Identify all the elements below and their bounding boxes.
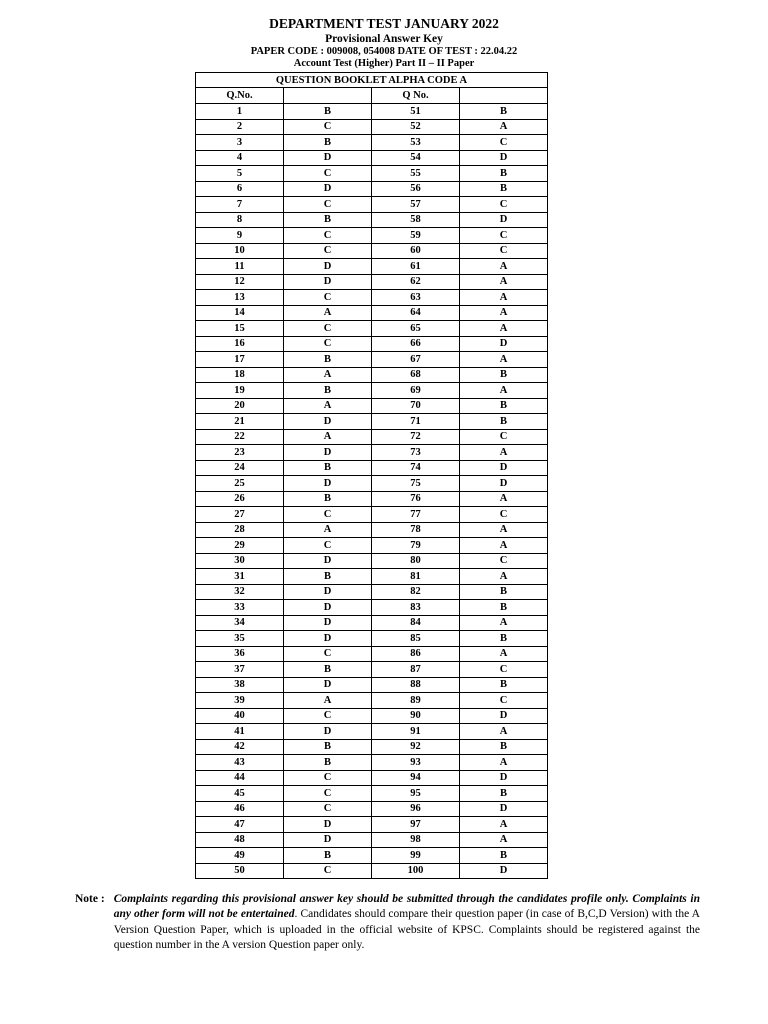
answer-left-cell: B: [284, 569, 372, 585]
qno-left-cell: 27: [196, 507, 284, 523]
paper-code-and-date: PAPER CODE : 009008, 054008 DATE OF TEST : 22.04.22: [250, 46, 518, 57]
answer-right-cell: C: [460, 662, 548, 678]
table-row: [196, 801, 548, 817]
qno-right-cell: 73: [372, 445, 460, 461]
qno-left-cell: 12: [196, 274, 284, 290]
qno-left-cell: 46: [196, 801, 284, 817]
table-row: [196, 212, 548, 228]
table-caption: QUESTION BOOKLET ALPHA CODE A: [196, 73, 548, 88]
answer-right-cell: B: [460, 848, 548, 864]
qno-right-cell: 67: [372, 352, 460, 368]
note-regular-text: . Candidates should compare their question paper (in case of B,C,D Version) with the A Version Question Paper, which is uploaded in the official website of KPSC. Complaints should be registered against the question number in the A version Question paper only.: [113, 908, 700, 952]
answer-right-cell: A: [460, 569, 548, 585]
answer-right-cell: B: [460, 104, 548, 120]
qno-right-cell: 64: [372, 305, 460, 321]
answer-right-cell: D: [460, 801, 548, 817]
table-row: [196, 150, 548, 166]
qno-left-cell: 30: [196, 553, 284, 569]
answer-right-cell: C: [460, 243, 548, 259]
answer-left-cell: C: [284, 538, 372, 554]
table-row: [196, 600, 548, 616]
answer-left-cell: A: [284, 398, 372, 414]
answer-left-cell: D: [284, 677, 372, 693]
qno-right-cell: 82: [372, 584, 460, 600]
answer-header-left: [284, 88, 372, 104]
answer-right-cell: A: [460, 522, 548, 538]
qno-right-cell: 81: [372, 569, 460, 585]
answer-left-cell: B: [284, 104, 372, 120]
answer-left-cell: C: [284, 507, 372, 523]
answer-left-cell: D: [284, 181, 372, 197]
paper-name: Account Test (Higher) Part II – II Paper: [293, 58, 475, 69]
answer-header-right: [460, 88, 548, 104]
answer-left-cell: D: [284, 150, 372, 166]
answer-left-cell: A: [284, 429, 372, 445]
table-row: [196, 166, 548, 182]
answer-left-cell: C: [284, 119, 372, 135]
answer-left-cell: B: [284, 662, 372, 678]
qno-left-cell: 26: [196, 491, 284, 507]
qno-left-cell: 23: [196, 445, 284, 461]
qno-right-cell: 74: [372, 460, 460, 476]
qno-left-cell: 16: [196, 336, 284, 352]
table-row: [196, 724, 548, 740]
qno-left-cell: 22: [196, 429, 284, 445]
document-header: [0, 16, 768, 69]
qno-right-cell: 53: [372, 135, 460, 151]
table-row: [196, 135, 548, 151]
table-row: [196, 538, 548, 554]
answer-left-cell: B: [284, 135, 372, 151]
qno-left-cell: 5: [196, 166, 284, 182]
qno-right-cell: 86: [372, 646, 460, 662]
qno-right-cell: 79: [372, 538, 460, 554]
qno-right-cell: 84: [372, 615, 460, 631]
qno-right-cell: 72: [372, 429, 460, 445]
answer-left-cell: D: [284, 832, 372, 848]
answer-right-cell: C: [460, 693, 548, 709]
answer-left-cell: C: [284, 336, 372, 352]
note-label: Note :: [75, 893, 105, 905]
answer-right-cell: B: [460, 739, 548, 755]
table-row: [196, 445, 548, 461]
answer-right-cell: D: [460, 863, 548, 879]
answer-right-cell: A: [460, 615, 548, 631]
qno-right-cell: 91: [372, 724, 460, 740]
qno-left-cell: 29: [196, 538, 284, 554]
answer-right-cell: D: [460, 708, 548, 724]
answer-right-cell: B: [460, 367, 548, 383]
answer-left-cell: B: [284, 848, 372, 864]
qno-left-cell: 43: [196, 755, 284, 771]
answer-right-cell: A: [460, 832, 548, 848]
answer-right-cell: B: [460, 677, 548, 693]
qno-right-cell: 63: [372, 290, 460, 306]
answer-left-cell: B: [284, 755, 372, 771]
answer-right-cell: A: [460, 305, 548, 321]
answer-left-cell: B: [284, 491, 372, 507]
document-subtitle: Provisional Answer Key: [325, 33, 443, 45]
table-row: [196, 197, 548, 213]
answer-right-cell: D: [460, 476, 548, 492]
qno-right-cell: 69: [372, 383, 460, 399]
table-row: [196, 352, 548, 368]
table-row: [196, 646, 548, 662]
qno-right-cell: 88: [372, 677, 460, 693]
qno-right-cell: 98: [372, 832, 460, 848]
qno-left-cell: 2: [196, 119, 284, 135]
answer-right-cell: B: [460, 181, 548, 197]
answer-left-cell: C: [284, 646, 372, 662]
qno-right-cell: 60: [372, 243, 460, 259]
table-row: [196, 786, 548, 802]
answer-right-cell: B: [460, 584, 548, 600]
answer-left-cell: C: [284, 708, 372, 724]
qno-right-cell: 89: [372, 693, 460, 709]
table-row: [196, 584, 548, 600]
answer-left-cell: B: [284, 460, 372, 476]
qno-header-right: Q No.: [372, 88, 460, 104]
note-text: [114, 892, 700, 954]
qno-right-cell: 55: [372, 166, 460, 182]
qno-right-cell: 56: [372, 181, 460, 197]
table-row: [196, 863, 548, 879]
qno-left-cell: 20: [196, 398, 284, 414]
answer-left-cell: A: [284, 305, 372, 321]
answer-key-table: [195, 72, 548, 879]
qno-left-cell: 38: [196, 677, 284, 693]
qno-left-cell: 9: [196, 228, 284, 244]
qno-right-cell: 94: [372, 770, 460, 786]
answer-right-cell: B: [460, 398, 548, 414]
table-row: [196, 414, 548, 430]
answer-left-cell: D: [284, 615, 372, 631]
answer-right-cell: A: [460, 445, 548, 461]
qno-left-cell: 3: [196, 135, 284, 151]
qno-left-cell: 19: [196, 383, 284, 399]
table-row: [196, 274, 548, 290]
answer-right-cell: B: [460, 414, 548, 430]
answer-left-cell: D: [284, 259, 372, 275]
qno-left-cell: 24: [196, 460, 284, 476]
qno-right-cell: 66: [372, 336, 460, 352]
qno-right-cell: 58: [372, 212, 460, 228]
answer-left-cell: A: [284, 367, 372, 383]
answer-right-cell: A: [460, 259, 548, 275]
qno-right-cell: 75: [372, 476, 460, 492]
answer-left-cell: C: [284, 290, 372, 306]
table-row: [196, 615, 548, 631]
table-row: [196, 243, 548, 259]
qno-left-cell: 8: [196, 212, 284, 228]
table-row: [196, 522, 548, 538]
answer-left-cell: D: [284, 817, 372, 833]
qno-right-cell: 85: [372, 631, 460, 647]
answer-right-cell: A: [460, 352, 548, 368]
answer-rows: [196, 104, 548, 879]
answer-left-cell: C: [284, 166, 372, 182]
qno-right-cell: 76: [372, 491, 460, 507]
table-row: [196, 336, 548, 352]
qno-right-cell: 68: [372, 367, 460, 383]
answer-left-cell: B: [284, 352, 372, 368]
table-row: [196, 662, 548, 678]
answer-right-cell: D: [460, 212, 548, 228]
qno-left-cell: 49: [196, 848, 284, 864]
qno-left-cell: 45: [196, 786, 284, 802]
qno-right-cell: 93: [372, 755, 460, 771]
answer-left-cell: B: [284, 739, 372, 755]
table-row: [196, 677, 548, 693]
qno-left-cell: 35: [196, 631, 284, 647]
table-row: [196, 631, 548, 647]
qno-left-cell: 21: [196, 414, 284, 430]
answer-left-cell: D: [284, 600, 372, 616]
answer-right-cell: A: [460, 383, 548, 399]
qno-right-cell: 51: [372, 104, 460, 120]
answer-right-cell: C: [460, 228, 548, 244]
answer-left-cell: B: [284, 383, 372, 399]
answer-left-cell: C: [284, 197, 372, 213]
answer-left-cell: C: [284, 321, 372, 337]
table-row: [196, 181, 548, 197]
qno-right-cell: 65: [372, 321, 460, 337]
table-row: [196, 739, 548, 755]
answer-right-cell: A: [460, 755, 548, 771]
table-row: [196, 259, 548, 275]
qno-left-cell: 33: [196, 600, 284, 616]
qno-left-cell: 39: [196, 693, 284, 709]
qno-right-cell: 59: [372, 228, 460, 244]
note-section: [75, 892, 700, 954]
qno-right-cell: 61: [372, 259, 460, 275]
qno-left-cell: 37: [196, 662, 284, 678]
qno-left-cell: 47: [196, 817, 284, 833]
answer-left-cell: D: [284, 724, 372, 740]
answer-right-cell: A: [460, 724, 548, 740]
table-row: [196, 367, 548, 383]
table-row: [196, 832, 548, 848]
qno-right-cell: 83: [372, 600, 460, 616]
qno-right-cell: 80: [372, 553, 460, 569]
qno-left-cell: 15: [196, 321, 284, 337]
table-row: [196, 321, 548, 337]
qno-left-cell: 36: [196, 646, 284, 662]
answer-left-cell: D: [284, 584, 372, 600]
qno-left-cell: 32: [196, 584, 284, 600]
qno-left-cell: 17: [196, 352, 284, 368]
qno-left-cell: 4: [196, 150, 284, 166]
qno-right-cell: 96: [372, 801, 460, 817]
qno-right-cell: 77: [372, 507, 460, 523]
qno-left-cell: 50: [196, 863, 284, 879]
qno-left-cell: 18: [196, 367, 284, 383]
table-row: [196, 228, 548, 244]
qno-right-cell: 99: [372, 848, 460, 864]
answer-right-cell: B: [460, 600, 548, 616]
answer-right-cell: A: [460, 274, 548, 290]
answer-left-cell: D: [284, 553, 372, 569]
answer-right-cell: D: [460, 336, 548, 352]
answer-left-cell: D: [284, 445, 372, 461]
answer-left-cell: C: [284, 863, 372, 879]
table-row: [196, 569, 548, 585]
table-row: [196, 398, 548, 414]
table-row: [196, 553, 548, 569]
table-row: [196, 104, 548, 120]
answer-left-cell: C: [284, 228, 372, 244]
answer-right-cell: D: [460, 150, 548, 166]
table-row: [196, 693, 548, 709]
answer-right-cell: A: [460, 119, 548, 135]
answer-left-cell: C: [284, 786, 372, 802]
qno-left-cell: 34: [196, 615, 284, 631]
answer-left-cell: D: [284, 476, 372, 492]
document-title: DEPARTMENT TEST JANUARY 2022: [269, 16, 499, 31]
qno-left-cell: 10: [196, 243, 284, 259]
qno-left-cell: 48: [196, 832, 284, 848]
qno-left-cell: 6: [196, 181, 284, 197]
qno-left-cell: 28: [196, 522, 284, 538]
table-row: [196, 476, 548, 492]
qno-right-cell: 95: [372, 786, 460, 802]
table-row: [196, 817, 548, 833]
qno-left-cell: 11: [196, 259, 284, 275]
table-row: [196, 507, 548, 523]
qno-left-cell: 44: [196, 770, 284, 786]
answer-right-cell: C: [460, 135, 548, 151]
qno-right-cell: 90: [372, 708, 460, 724]
answer-left-cell: C: [284, 801, 372, 817]
answer-left-cell: D: [284, 274, 372, 290]
answer-left-cell: D: [284, 631, 372, 647]
answer-left-cell: A: [284, 693, 372, 709]
answer-right-cell: C: [460, 507, 548, 523]
answer-right-cell: D: [460, 770, 548, 786]
answer-right-cell: A: [460, 646, 548, 662]
qno-left-cell: 25: [196, 476, 284, 492]
answer-right-cell: A: [460, 290, 548, 306]
qno-right-cell: 78: [372, 522, 460, 538]
answer-right-cell: B: [460, 631, 548, 647]
table-row: [196, 460, 548, 476]
qno-left-cell: 14: [196, 305, 284, 321]
qno-left-cell: 1: [196, 104, 284, 120]
qno-left-cell: 31: [196, 569, 284, 585]
qno-right-cell: 62: [372, 274, 460, 290]
qno-right-cell: 54: [372, 150, 460, 166]
answer-right-cell: A: [460, 321, 548, 337]
qno-left-cell: 40: [196, 708, 284, 724]
answer-left-cell: C: [284, 770, 372, 786]
table-row: [196, 770, 548, 786]
answer-left-cell: C: [284, 243, 372, 259]
answer-right-cell: D: [460, 460, 548, 476]
table-row: [196, 305, 548, 321]
answer-left-cell: D: [284, 414, 372, 430]
answer-right-cell: C: [460, 197, 548, 213]
qno-right-cell: 70: [372, 398, 460, 414]
note-bold-italic-text: Complaints regarding this provisional answer key should be submitted through the candidates profile only. Complaints in any other form will not be entertained: [113, 893, 700, 921]
qno-right-cell: 71: [372, 414, 460, 430]
answer-right-cell: B: [460, 166, 548, 182]
table-row: [196, 848, 548, 864]
caption-row: [196, 73, 548, 88]
qno-right-cell: 87: [372, 662, 460, 678]
answer-right-cell: C: [460, 553, 548, 569]
table-row: [196, 290, 548, 306]
qno-right-cell: 57: [372, 197, 460, 213]
qno-left-cell: 41: [196, 724, 284, 740]
qno-header-left: Q.No.: [196, 88, 284, 104]
table-row: [196, 429, 548, 445]
table-row: [196, 708, 548, 724]
table-row: [196, 383, 548, 399]
table-row: [196, 119, 548, 135]
qno-right-cell: 97: [372, 817, 460, 833]
qno-left-cell: 42: [196, 739, 284, 755]
table-row: [196, 491, 548, 507]
qno-right-cell: 92: [372, 739, 460, 755]
qno-left-cell: 13: [196, 290, 284, 306]
answer-right-cell: B: [460, 786, 548, 802]
answer-right-cell: C: [460, 429, 548, 445]
answer-right-cell: A: [460, 538, 548, 554]
qno-left-cell: 7: [196, 197, 284, 213]
answer-right-cell: A: [460, 817, 548, 833]
answer-right-cell: A: [460, 491, 548, 507]
column-header-row: [196, 88, 548, 104]
qno-right-cell: 100: [372, 863, 460, 879]
answer-left-cell: B: [284, 212, 372, 228]
answer-left-cell: A: [284, 522, 372, 538]
table-row: [196, 755, 548, 771]
qno-right-cell: 52: [372, 119, 460, 135]
